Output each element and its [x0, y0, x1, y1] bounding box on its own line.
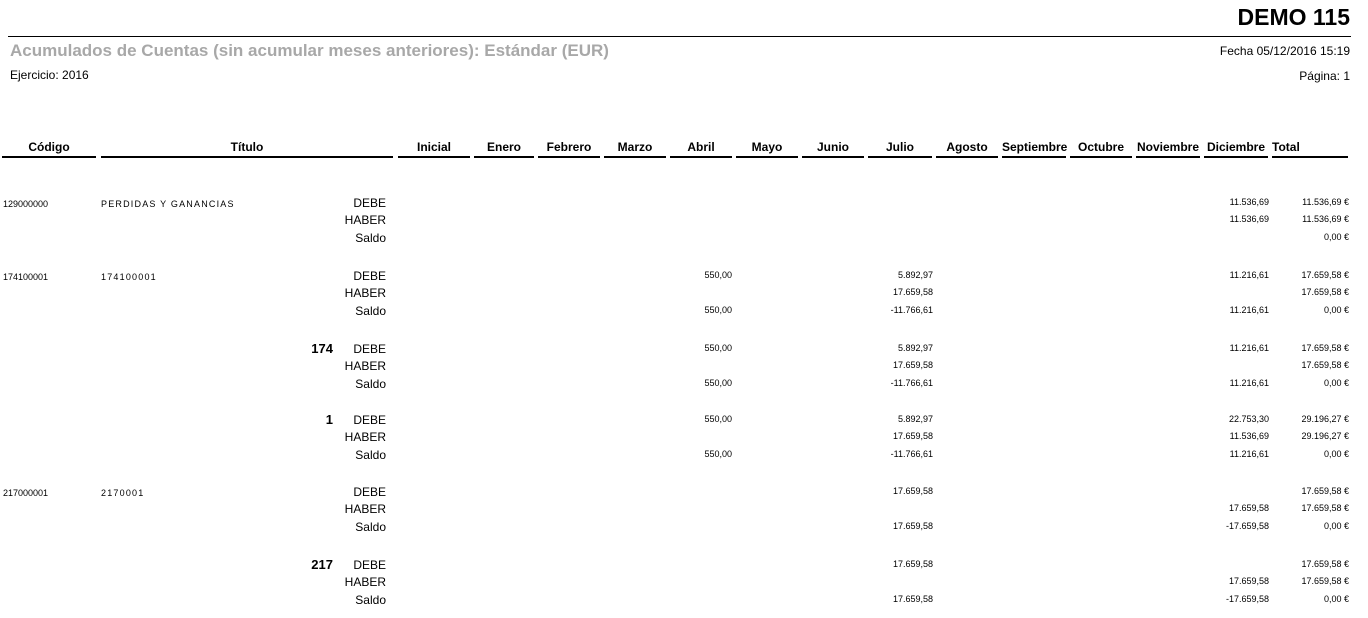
column-header-underline: [670, 156, 732, 158]
cell-debe-abril: 550,00: [704, 343, 732, 353]
row-label-debe: DEBE: [353, 558, 386, 572]
cell-debe-total: 11.536,69 €: [1302, 197, 1349, 207]
cell-saldo-julio: -11.766,61: [890, 305, 933, 315]
cell-debe-total: 17.659,58 €: [1301, 270, 1349, 280]
cell-haber-total: 29.196,27 €: [1301, 431, 1349, 441]
column-header-label: Agosto: [946, 140, 988, 154]
row-label-saldo: Saldo: [355, 593, 386, 607]
column-header-underline: [936, 156, 998, 158]
column-header-agosto: [936, 139, 998, 158]
cell-debe-diciembre: 11.536,69: [1229, 197, 1269, 207]
cell-haber-diciembre: 11.536,69: [1229, 214, 1269, 224]
column-header-underline: [868, 156, 932, 158]
cell-saldo-diciembre: -17.659,58: [1225, 594, 1269, 604]
fiscal-year: Ejercicio: 2016: [10, 68, 89, 82]
cell-haber-total: 17.659,58 €: [1301, 576, 1349, 586]
cell-saldo-total: 0,00 €: [1323, 232, 1349, 242]
cell-saldo-diciembre: -17.659,58: [1225, 521, 1269, 531]
cell-saldo-diciembre: 11.216,61: [1229, 449, 1269, 459]
row-label-haber: HABER: [344, 575, 386, 589]
cell-debe-julio: 5.892,97: [897, 343, 933, 353]
row-label-debe: DEBE: [353, 269, 386, 283]
cell-saldo-total: 0,00 €: [1323, 594, 1349, 604]
cell-debe-total: 17.659,58 €: [1301, 486, 1349, 496]
company-name: DEMO 115: [1237, 4, 1350, 30]
column-header-mayo: [736, 139, 798, 158]
column-header-septiembre: [1002, 139, 1066, 158]
column-header-abril: [670, 139, 732, 158]
cell-haber-diciembre: 17.659,58: [1228, 576, 1269, 586]
row-label-saldo: Saldo: [355, 520, 386, 534]
row-label-saldo: Saldo: [355, 377, 386, 391]
cell-haber-total: 11.536,69 €: [1302, 214, 1349, 224]
column-header-underline: [1272, 156, 1348, 158]
column-header-diciembre: [1204, 139, 1268, 158]
cell-haber-total: 17.659,58 €: [1301, 503, 1349, 513]
column-header-underline: [538, 156, 600, 158]
row-label-saldo: Saldo: [355, 304, 386, 318]
cell-debe-abril: 550,00: [704, 270, 732, 280]
cell-haber-total: 17.659,58 €: [1301, 360, 1349, 370]
cell-saldo-total: 0,00 €: [1323, 378, 1349, 388]
column-header-label: Total: [1272, 140, 1300, 154]
row-label-debe: DEBE: [353, 485, 386, 499]
cell-haber-julio: 17.659,58: [892, 287, 933, 297]
column-header-label: Julio: [885, 140, 914, 154]
cell-saldo-julio: 17.659,58: [892, 521, 933, 531]
group-total-code: 1: [325, 412, 333, 427]
cell-saldo-total: 0,00 €: [1323, 521, 1349, 531]
column-header-febrero: [538, 139, 600, 158]
column-header-underline: [398, 156, 470, 158]
cell-debe-total: 29.196,27 €: [1301, 414, 1349, 424]
cell-saldo-abril: 550,00: [704, 305, 732, 315]
cell-haber-julio: 17.659,58: [892, 360, 933, 370]
column-header-label: Diciembre: [1206, 140, 1266, 154]
group-total-code: 217: [311, 557, 333, 572]
account-title: 174100001: [101, 272, 157, 282]
column-header-label: Octubre: [1077, 140, 1124, 154]
column-header-label: Noviembre: [1136, 140, 1200, 154]
column-header-julio: [868, 139, 932, 158]
report-title: Acumulados de Cuentas (sin acumular meses anteriores): Estándar (EUR): [10, 41, 609, 60]
row-label-debe: DEBE: [353, 342, 386, 356]
column-header-underline: [2, 156, 96, 158]
column-header-underline: [101, 156, 393, 158]
account-code: 129000000: [3, 199, 49, 209]
column-header-titulo: [101, 139, 393, 158]
row-label-haber: HABER: [344, 213, 386, 227]
column-header-underline: [1136, 156, 1200, 158]
column-header-noviembre: [1136, 139, 1200, 158]
column-header-marzo: [604, 139, 666, 158]
column-header-label: Inicial: [416, 140, 451, 154]
cell-saldo-abril: 550,00: [704, 449, 732, 459]
cell-debe-julio: 5.892,97: [897, 414, 933, 424]
account-code: 174100001: [3, 272, 49, 282]
row-label-saldo: Saldo: [355, 231, 386, 245]
group-total-code: 174: [311, 341, 333, 356]
cell-saldo-diciembre: 11.216,61: [1229, 305, 1269, 315]
column-header-label: Febrero: [546, 140, 592, 154]
column-header-label: Enero: [486, 140, 521, 154]
cell-debe-julio: 17.659,58: [892, 559, 933, 569]
cell-saldo-total: 0,00 €: [1323, 305, 1349, 315]
column-header-enero: [474, 139, 534, 158]
cell-saldo-abril: 550,00: [704, 378, 732, 388]
cell-debe-abril: 550,00: [704, 414, 732, 424]
report-date: Fecha 05/12/2016 15:19: [1219, 44, 1350, 58]
column-header-total: [1272, 139, 1348, 158]
cell-debe-julio: 5.892,97: [897, 270, 933, 280]
account-title: 2170001: [101, 488, 145, 498]
column-header-label: Título: [230, 140, 264, 154]
column-header-label: Mayo: [751, 140, 783, 154]
account-code: 217000001: [3, 488, 49, 498]
cell-haber-julio: 17.659,58: [892, 431, 933, 441]
column-header-underline: [802, 156, 864, 158]
account-title: PERDIDAS Y GANANCIAS: [101, 199, 235, 209]
column-header-underline: [1002, 156, 1066, 158]
column-header-label: Septiembre: [1002, 140, 1068, 154]
row-label-haber: HABER: [344, 359, 386, 373]
column-header-inicial: [398, 139, 470, 158]
header-divider: [8, 36, 1351, 37]
row-label-debe: DEBE: [353, 196, 386, 210]
cell-debe-total: 17.659,58 €: [1301, 343, 1349, 353]
cell-haber-total: 17.659,58 €: [1301, 287, 1349, 297]
row-label-haber: HABER: [344, 430, 386, 444]
column-header-junio: [802, 139, 864, 158]
column-header-underline: [604, 156, 666, 158]
cell-saldo-julio: 17.659,58: [892, 594, 933, 604]
cell-saldo-julio: -11.766,61: [890, 378, 933, 388]
column-header-codigo: [2, 139, 96, 158]
column-header-label: Marzo: [617, 140, 653, 154]
cell-saldo-diciembre: 11.216,61: [1229, 378, 1269, 388]
cell-haber-diciembre: 17.659,58: [1228, 503, 1269, 513]
page-number: Página: 1: [1299, 69, 1350, 83]
cell-debe-diciembre: 11.216,61: [1229, 343, 1269, 353]
column-header-underline: [1204, 156, 1268, 158]
cell-saldo-total: 0,00 €: [1323, 449, 1349, 459]
row-label-debe: DEBE: [353, 413, 386, 427]
column-header-underline: [736, 156, 798, 158]
column-header-label: Abril: [687, 140, 715, 154]
column-header-underline: [1070, 156, 1132, 158]
cell-haber-diciembre: 11.536,69: [1229, 431, 1269, 441]
cell-debe-diciembre: 11.216,61: [1229, 270, 1269, 280]
cell-saldo-julio: -11.766,61: [890, 449, 933, 459]
cell-debe-julio: 17.659,58: [892, 486, 933, 496]
cell-debe-diciembre: 22.753,30: [1228, 414, 1269, 424]
column-header-underline: [474, 156, 534, 158]
column-header-label: Código: [28, 140, 70, 154]
column-header-label: Junio: [817, 140, 849, 154]
column-header-octubre: [1070, 139, 1132, 158]
row-label-saldo: Saldo: [355, 448, 386, 462]
row-label-haber: HABER: [344, 502, 386, 516]
row-label-haber: HABER: [344, 286, 386, 300]
cell-debe-total: 17.659,58 €: [1301, 559, 1349, 569]
